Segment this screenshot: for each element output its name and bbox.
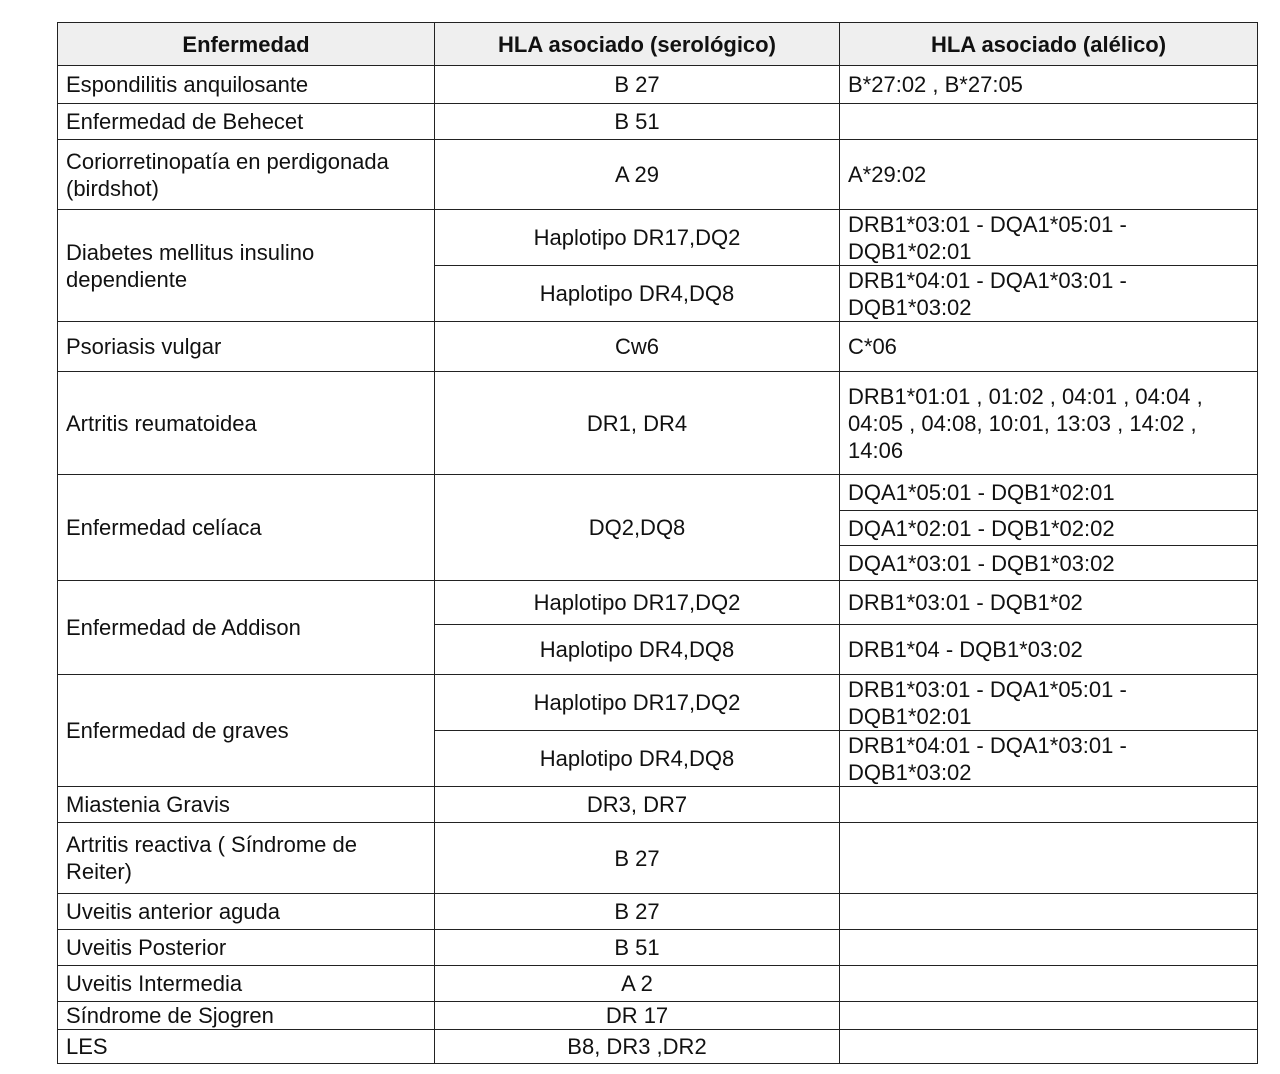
table-row: [58, 66, 1258, 104]
hla-allelic-cell: [840, 823, 1258, 894]
disease-cell: LES: [58, 1030, 435, 1064]
table-row: [58, 475, 1258, 511]
hla-allelic-cell: DRB1*03:01 - DQA1*05:01 - DQB1*02:01: [840, 675, 1258, 731]
hla-allelic-cell: C*06: [840, 322, 1258, 372]
hla-serologic-cell: DQ2,DQ8: [435, 475, 840, 581]
hla-serologic-cell: Haplotipo DR4,DQ8: [435, 625, 840, 675]
table-row: [58, 1002, 1258, 1030]
hla-allelic-cell: DQA1*02:01 - DQB1*02:02: [840, 511, 1258, 546]
table-row: [58, 322, 1258, 372]
hla-serologic-cell: B 51: [435, 104, 840, 140]
table-row: [58, 894, 1258, 930]
hla-disease-table: [57, 22, 1258, 1064]
hla-serologic-cell: B 27: [435, 66, 840, 104]
hla-serologic-cell: DR3, DR7: [435, 787, 840, 823]
table-row: [58, 104, 1258, 140]
hla-allelic-cell: [840, 1002, 1258, 1030]
hla-allelic-cell: [840, 894, 1258, 930]
hla-allelic-cell: [840, 966, 1258, 1002]
disease-cell: Enfermedad celíaca: [58, 475, 435, 581]
disease-cell: Enfermedad de graves: [58, 675, 435, 787]
hla-serologic-cell: Haplotipo DR4,DQ8: [435, 731, 840, 787]
table-row: [58, 823, 1258, 894]
hla-serologic-cell: B 51: [435, 930, 840, 966]
hla-serologic-cell: B 27: [435, 823, 840, 894]
hla-allelic-cell: DQA1*03:01 - DQB1*03:02: [840, 546, 1258, 581]
table-row: [58, 581, 1258, 625]
header-hla-allelic: HLA asociado (alélico): [840, 23, 1258, 66]
hla-serologic-cell: Haplotipo DR4,DQ8: [435, 266, 840, 322]
disease-cell: Coriorretinopatía en perdigonada (birdshot): [58, 140, 435, 210]
disease-cell: Uveitis Intermedia: [58, 966, 435, 1002]
hla-serologic-cell: Haplotipo DR17,DQ2: [435, 581, 840, 625]
table-row: [58, 140, 1258, 210]
header-hla-serologic: HLA asociado (serológico): [435, 23, 840, 66]
disease-cell: Uveitis Posterior: [58, 930, 435, 966]
disease-cell: Psoriasis vulgar: [58, 322, 435, 372]
hla-allelic-cell: DRB1*04 - DQB1*03:02: [840, 625, 1258, 675]
table-body: [58, 66, 1258, 1064]
hla-allelic-cell: B*27:02 , B*27:05: [840, 66, 1258, 104]
hla-serologic-cell: B8, DR3 ,DR2: [435, 1030, 840, 1064]
disease-cell: Espondilitis anquilosante: [58, 66, 435, 104]
table-row: [58, 1030, 1258, 1064]
hla-allelic-cell: DRB1*01:01 , 01:02 , 04:01 , 04:04 , 04:05 , 04:08, 10:01, 13:03 , 14:02 , 14:06: [840, 372, 1258, 475]
hla-serologic-cell: A 29: [435, 140, 840, 210]
disease-cell: Artritis reactiva ( Síndrome de Reiter): [58, 823, 435, 894]
header-row: [58, 23, 1258, 66]
hla-serologic-cell: Haplotipo DR17,DQ2: [435, 675, 840, 731]
hla-allelic-cell: A*29:02: [840, 140, 1258, 210]
hla-allelic-cell: DQA1*05:01 - DQB1*02:01: [840, 475, 1258, 511]
hla-allelic-cell: [840, 930, 1258, 966]
hla-allelic-cell: DRB1*03:01 - DQB1*02: [840, 581, 1258, 625]
table-row: [58, 210, 1258, 266]
disease-cell: Artritis reumatoidea: [58, 372, 435, 475]
hla-allelic-cell: [840, 787, 1258, 823]
hla-allelic-cell: DRB1*04:01 - DQA1*03:01 - DQB1*03:02: [840, 266, 1258, 322]
disease-cell: Diabetes mellitus insulino dependiente: [58, 210, 435, 322]
hla-serologic-cell: DR1, DR4: [435, 372, 840, 475]
disease-cell: Enfermedad de Addison: [58, 581, 435, 675]
hla-allelic-cell: [840, 104, 1258, 140]
table-row: [58, 966, 1258, 1002]
table-row: [58, 372, 1258, 475]
hla-allelic-cell: [840, 1030, 1258, 1064]
table-row: [58, 930, 1258, 966]
disease-cell: Enfermedad de Behecet: [58, 104, 435, 140]
disease-cell: Miastenia Gravis: [58, 787, 435, 823]
table-row: [58, 675, 1258, 731]
hla-serologic-cell: DR 17: [435, 1002, 840, 1030]
hla-serologic-cell: B 27: [435, 894, 840, 930]
table-row: [58, 787, 1258, 823]
header-disease: Enfermedad: [58, 23, 435, 66]
hla-serologic-cell: Haplotipo DR17,DQ2: [435, 210, 840, 266]
hla-serologic-cell: A 2: [435, 966, 840, 1002]
disease-cell: Uveitis anterior aguda: [58, 894, 435, 930]
disease-cell: Síndrome de Sjogren: [58, 1002, 435, 1030]
hla-serologic-cell: Cw6: [435, 322, 840, 372]
hla-allelic-cell: DRB1*03:01 - DQA1*05:01 - DQB1*02:01: [840, 210, 1258, 266]
hla-allelic-cell: DRB1*04:01 - DQA1*03:01 - DQB1*03:02: [840, 731, 1258, 787]
